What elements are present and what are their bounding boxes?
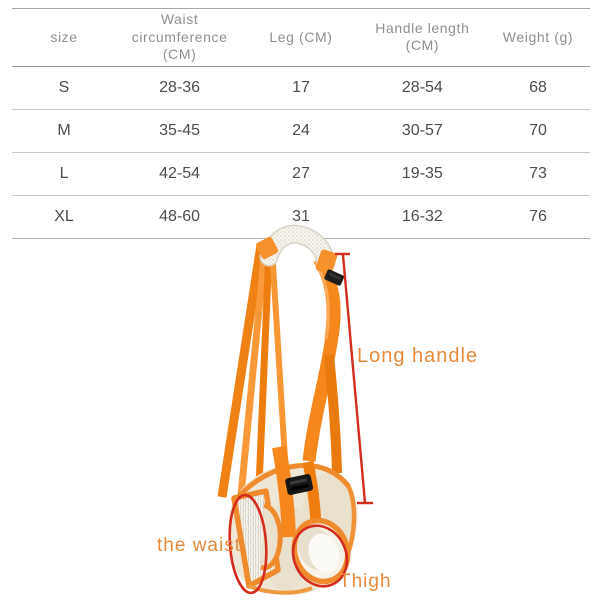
size-chart: [12, 8, 590, 239]
cell-waist: 35-45: [159, 121, 201, 139]
harness-illustration: [0, 215, 600, 600]
right-strap: [309, 259, 337, 473]
long-handle-label: Long handle: [357, 345, 479, 367]
front-leg-opening: [261, 505, 280, 568]
cell-weight: 70: [529, 121, 547, 139]
table-row: [12, 109, 590, 152]
product-diagram: [0, 215, 600, 600]
cell-size: L: [59, 164, 69, 182]
table-row: [12, 152, 590, 195]
size-table: [12, 8, 590, 239]
cell-size: M: [57, 121, 71, 139]
cell-handle: 28-54: [401, 78, 443, 96]
cell-leg: 31: [292, 207, 310, 225]
thigh-label: Thigh: [339, 571, 392, 592]
cell-weight: 76: [529, 207, 547, 225]
col-header-leg: Leg (CM): [269, 28, 333, 45]
cell-size: XL: [54, 207, 74, 225]
cell-handle: 30-57: [401, 121, 443, 139]
col-header-weight: Weight (g): [502, 28, 574, 45]
cell-waist: 42-54: [159, 164, 201, 182]
cell-size: S: [58, 78, 70, 96]
col-header-size: size: [50, 28, 78, 45]
cell-weight: 73: [529, 164, 547, 182]
cell-waist: 28-36: [159, 78, 201, 96]
header-row: [12, 9, 590, 67]
cell-handle: 19-35: [401, 164, 443, 182]
handle-grip: [269, 234, 326, 263]
col-header-handle: Handle length (CM): [375, 19, 470, 54]
cell-waist: 48-60: [159, 207, 201, 225]
col-header-waist: Waist circumference (CM): [131, 11, 228, 62]
cell-handle: 16-32: [401, 207, 443, 225]
the-waist-label: the waist: [157, 535, 241, 556]
cell-leg: 17: [292, 78, 310, 96]
cell-leg: 27: [292, 164, 310, 182]
cell-weight: 68: [529, 78, 547, 96]
cell-leg: 24: [292, 121, 310, 139]
table-row: [12, 66, 590, 109]
